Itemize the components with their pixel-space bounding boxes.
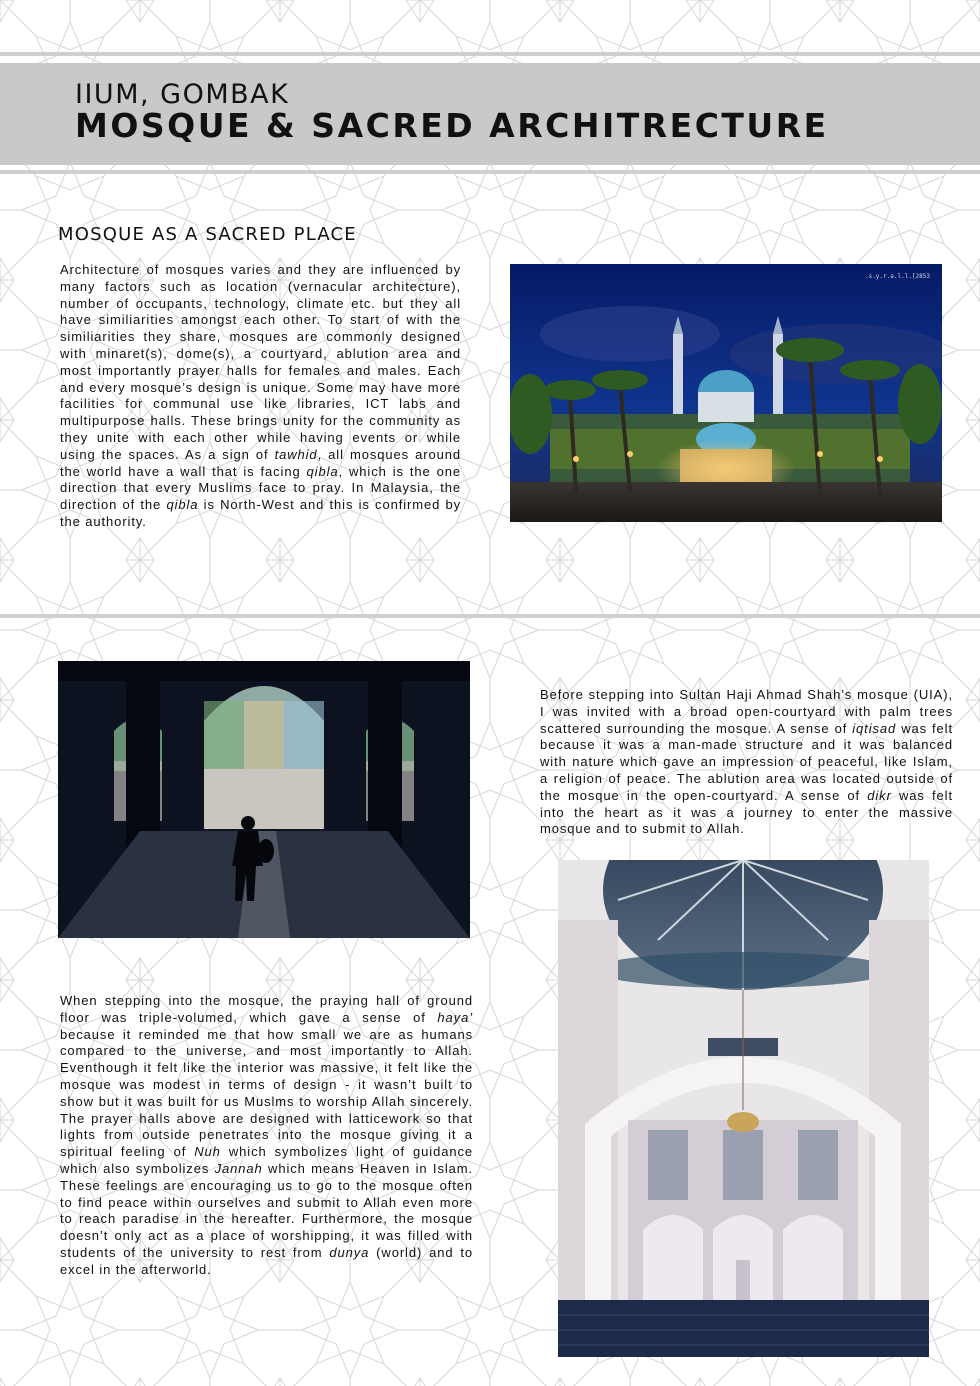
text-run: which symbolizes light of guidance which also symbolizes — [60, 1144, 473, 1176]
italic-term: iqtisad — [852, 720, 897, 736]
text-run: , all mosques around the world have a wall that is facing — [60, 446, 461, 479]
header-subtitle: IIUM, GOMBAK — [75, 79, 290, 110]
text-run: is North-West and this is confirmed by the authority. — [60, 497, 462, 529]
italic-term: tawhid — [274, 446, 318, 462]
section-title: MOSQUE AS A SACRED PLACE — [58, 224, 357, 245]
top-rule — [0, 52, 980, 56]
italic-term: qibla — [166, 497, 199, 513]
italic-term: Jannah — [214, 1160, 263, 1176]
mosque-interior-photo — [558, 860, 929, 1357]
text-run: Before stepping into Sultan Haji Ahmad Shah’s mosque (UIA), I was invited with a broad open-courtyard with palm trees scattered surrounding the mosque. A sense of — [540, 687, 953, 736]
text-run: which means Heaven in Islam. These feelings are encouraging us to go to the mosque often to find peace within ourselves and submit to Allah even more to reach paradise in the hereafter. Furthermore, the mosque doesn’t only act as a place of worshipping, it was filled with students of the university to rest from — [60, 1160, 473, 1260]
intro-paragraph — [60, 262, 461, 531]
courtyard-paragraph — [540, 687, 953, 838]
text-run: , which is the one direction that every Muslims face to pray. In Malaysia, the direction of the — [60, 463, 461, 513]
italic-term: dikr — [867, 787, 892, 803]
text-run: Architecture of mosques varies and they are influenced by many factors such as location (vernacular architecture), number of occupants, technology, climate etc. but they all have similiarities amongst each other. To start of with the similiarities they share, mosques are commonly designed with minaret(s), dome(s), a courtyard, ablution area and most importantly prayer halls for females and males. Each and every mosque’s design is unique. Some may have more facilities for communal use like libraries, ICT labs and multipurpose halls. These brings unity for the community as they unite with each other while having events or while using the spaces. As a sign of — [60, 262, 461, 462]
italic-term: haya’ — [437, 1009, 473, 1025]
text-run: was felt into the heart as it was a journey to enter the massive mosque and to submit to Allah. — [540, 787, 953, 837]
mosque-exterior-photo — [510, 264, 942, 522]
photo-watermark: .s.y.r.a.l.l.[2853 — [864, 273, 930, 280]
text-run: (world) and to excel in the afterworld. — [60, 1244, 474, 1277]
italic-term: Nuh — [194, 1144, 221, 1160]
italic-term: qibla — [306, 463, 339, 479]
text-run: When stepping into the mosque, the praying hall of ground floor was triple-volumed, which gave a sense of — [60, 993, 473, 1025]
prayer-hall-paragraph — [60, 993, 473, 1279]
italic-term: dunya — [329, 1244, 370, 1260]
page-title: MOSQUE & SACRED ARCHITRECTURE — [75, 106, 829, 145]
text-run: was felt because it was a man-made structure and it was balanced with nature which gave an impression of peaceful, like Islam, a religion of peace. The ablution area was located outside of the mosque in the open-courtyard. A sense of — [540, 720, 953, 803]
mosque-entrance-silhouette-photo — [58, 661, 470, 938]
header-bottom-rule — [0, 170, 980, 174]
text-run: because it reminded me that how small we are as humans compared to the universe, and most importantly to Allah. Eventhough it felt like the interior was massive, it felt like the mosque was modest in terms of design - it wasn’t built to show but it was built for us Muslms to worship Allah sincerely. The prayer halls above are designed with latticework so that lights from outside penetrates into the mosque giving it a spiritual feeling of — [60, 1026, 473, 1160]
section-divider-rule — [0, 614, 980, 618]
